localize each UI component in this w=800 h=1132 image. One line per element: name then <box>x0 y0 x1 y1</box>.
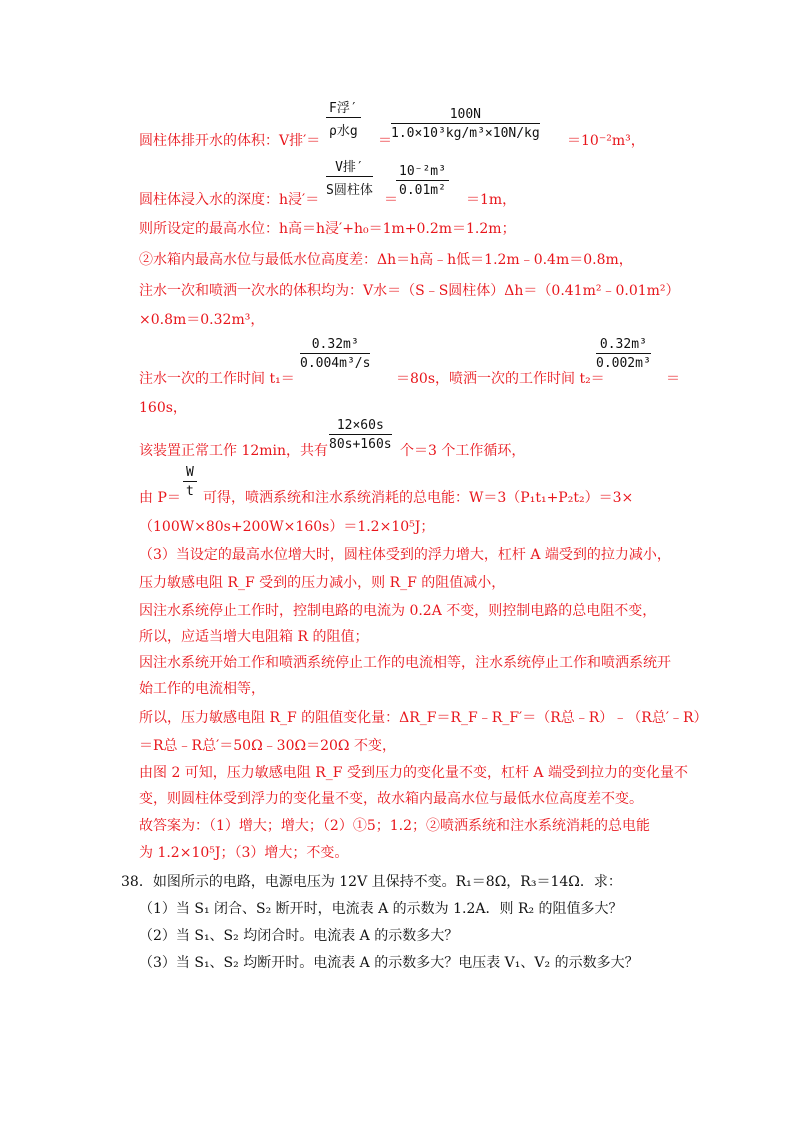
fraction-volume-calc <box>391 107 540 141</box>
solution-line: （100W×80s+200W×160s）＝1.2×10⁵J； <box>139 519 435 535</box>
power-label: 由 P＝ <box>139 490 181 506</box>
question-part-1: （1）当 S₁ 闭合、S₂ 断开时，电流表 A 的示数为 1.2A．则 R₂ 的阻值多大？ <box>139 901 623 917</box>
question-part-2: （2）当 S₁、S₂ 均闭合时。电流表 A 的示数多大？ <box>139 928 459 944</box>
fraction-depth <box>326 156 373 198</box>
equals-sign: ＝ <box>666 371 680 387</box>
solution-line: 压力敏感电阻 R_F 受到的压力减小，则 R_F 的阻值减小， <box>139 575 506 591</box>
solution-line: （3）当设定的最高水位增大时，圆柱体受到的浮力增大，杠杆 A 端受到的拉力减小， <box>139 547 671 563</box>
fraction-denominator: 0.01m² <box>399 183 446 198</box>
fraction-power <box>183 465 197 499</box>
solution-line: 160s， <box>139 400 187 416</box>
answer-line: 故答案为：（1）增大；增大；（2）①5；1.2；②喷洒系统和注水系统消耗的总电能 <box>139 818 650 834</box>
fraction-numerator: 10⁻²m³ <box>396 164 449 181</box>
solution-line: ②水箱内最高水位与最低水位高度差：Δh＝h高﹣h低＝1.2m﹣0.4m＝0.8m， <box>139 252 633 268</box>
question-part-3: （3）当 S₁、S₂ 均断开时。电流表 A 的示数多大？电压表 V₁、V₂ 的示数多大？ <box>139 955 639 971</box>
fraction-numerator: 12×60s <box>329 418 392 435</box>
question-stem: 38．如图所示的电路，电源电压为 12V 且保持不变。R₁＝8Ω，R₃＝14Ω．求： <box>121 874 622 890</box>
solution-line: ×0.8m＝0.32m³， <box>139 312 265 328</box>
fraction-spray-time <box>596 337 651 371</box>
fraction-denominator: 0.004m³/s <box>300 356 371 371</box>
solution-line: 因注水系统开始工作和喷洒系统停止工作的电流相等，注水系统停止工作和喷洒系统开 <box>139 655 671 671</box>
equals-sign: ＝ <box>378 133 392 149</box>
fraction-denominator: 0.002m³ <box>596 356 651 371</box>
time-formula-label: 注水一次的工作时间 t₁＝ <box>139 371 295 387</box>
fraction-denominator: ρ水g <box>329 124 358 139</box>
fraction-numerator: 0.32m³ <box>596 337 651 354</box>
cycle-label: 该装置正常工作 12min，共有 <box>139 443 329 459</box>
fraction-denominator: 80s+160s <box>329 437 392 452</box>
solution-line: 变，则圆柱体受到浮力的变化量不变，故水箱内最高水位与最低水位高度差不变。 <box>139 791 643 807</box>
solution-line: ＝R总﹣R总′＝50Ω﹣30Ω＝20Ω 不变， <box>139 738 396 754</box>
solution-line: 由图 2 可知，压力敏感电阻 R_F 受到压力的变化量不变，杠杆 A 端受到拉力的变化量不 <box>139 765 688 781</box>
volume-result: ＝10⁻²m³， <box>567 133 645 149</box>
fraction-cycles <box>329 418 392 452</box>
fraction-numerator: F浮′ <box>326 97 361 118</box>
volume-formula-label: 圆柱体排开水的体积：V排′＝ <box>139 133 321 149</box>
fraction-numerator: 100N <box>391 107 540 124</box>
fraction-numerator: 0.32m³ <box>300 337 370 354</box>
depth-formula-label: 圆柱体浸入水的深度：h浸′＝ <box>139 192 320 208</box>
fraction-numerator: W <box>183 465 197 482</box>
solution-line: 所以，压力敏感电阻 R_F 的阻值变化量：ΔR_F＝R_F﹣R_F′＝（R总﹣R）﹣（R总′﹣R） <box>139 710 708 726</box>
solution-line: 所以，应适当增大电阻箱 R 的阻值； <box>139 629 369 645</box>
fraction-denominator: t <box>186 484 194 499</box>
fraction-depth-calc <box>396 164 449 198</box>
answer-line: 为 1.2×10⁵J；（3）增大；不变。 <box>139 845 349 861</box>
solution-line: 始工作的电流相等， <box>139 681 265 697</box>
depth-result: ＝1m， <box>466 192 517 208</box>
time-formula-mid: ＝80s，喷洒一次的工作时间 t₂＝ <box>396 371 605 387</box>
cycle-result: 个＝3 个工作循环， <box>400 443 526 459</box>
equals-sign: ＝ <box>384 192 398 208</box>
solution-line: 注水一次和喷洒一次水的体积均为：V水＝（S﹣S圆柱体）Δh＝（0.41m²﹣0.01m²） <box>139 283 680 299</box>
solution-line: 因注水系统停止工作时，控制电路的电流为 0.2A 不变，则控制电路的总电阻不变， <box>139 603 657 619</box>
fraction-fill-time <box>300 337 370 371</box>
fraction-denominator: S圆柱体 <box>326 183 373 198</box>
fraction-denominator: 1.0×10³kg/m³×10N/kg <box>391 126 540 141</box>
fraction-buoyancy <box>326 97 361 139</box>
solution-line: 则所设定的最高水位：h高＝h浸′+h₀＝1m+0.2m＝1.2m； <box>139 221 516 237</box>
power-result: 可得，喷洒系统和注水系统消耗的总电能：W＝3（P₁t₁+P₂t₂）＝3× <box>203 490 634 506</box>
fraction-numerator: V排′ <box>326 156 373 177</box>
